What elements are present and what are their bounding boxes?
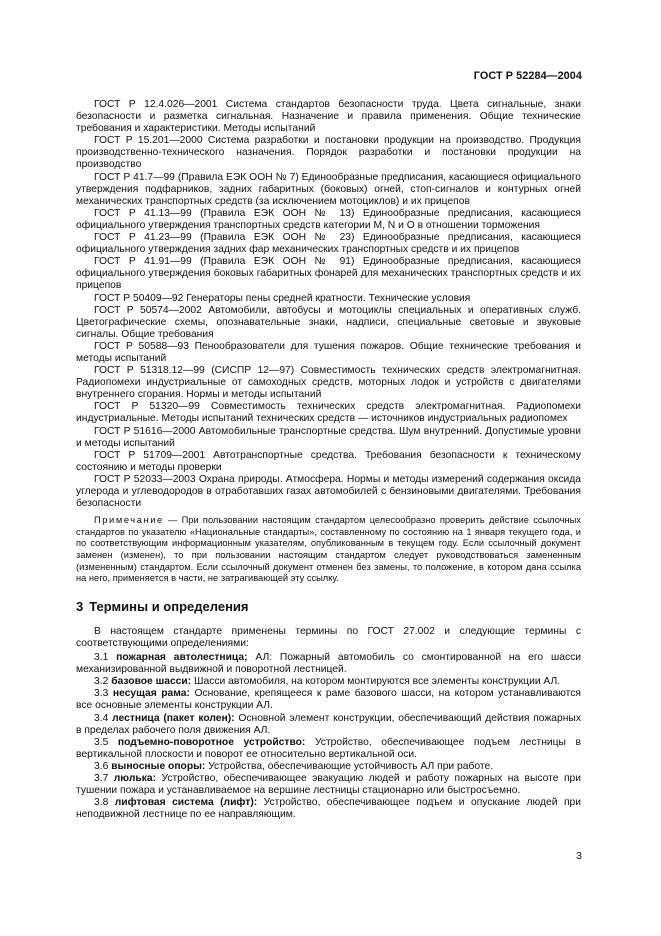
ref-paragraph: ГОСТ Р 12.4.026—2001 Система стандартов безопасности труда. Цвета сигнальные, знаки безопасности и разметка сигнальная. Назначение и правила применения. Общие технические требования и характеристики. Методы испытаний	[76, 99, 581, 135]
term-definition	[76, 676, 581, 688]
page-number: 3	[576, 850, 582, 862]
term-definition	[76, 713, 581, 737]
term-number: 3.8	[94, 797, 109, 809]
section-number: 3	[76, 598, 84, 614]
ref-paragraph: ГОСТ Р 51318.12—99 (СИСПР 12—97) Совместимость технических средств электромагнитная. Радиопомехи индустриальные от самоходных средств, моторных лодок и устройств с двигателями внутреннего сгорания. Нормы и методы испытаний	[76, 365, 581, 401]
ref-paragraph: ГОСТ Р 51320—99 Совместимость технических средств электромагнитная. Радиопомехи индустриальные. Методы испытаний технических средств — источников индустриальных радиопомех	[76, 401, 581, 425]
ref-paragraph: ГОСТ Р 52033—2003 Охрана природы. Атмосфера. Нормы и методы измерений содержания оксида углерода и углеводородов в отработавших газах автомобилей с бензиновыми двигателями. Требования безопасности	[76, 473, 581, 510]
ref-paragraph: ГОСТ Р 50588—93 Пенообразователи для тушения пожаров. Общие технические требования и методы испытаний	[76, 340, 581, 364]
term-text: АЛ: Пожарный автомобиль со смонтированной на его шасси механизированной выдвижной и поворотной лестницей.	[76, 652, 581, 676]
term-name: выносные опоры:	[111, 760, 206, 772]
term-number: 3.6	[94, 760, 109, 772]
term-text: Устройство, обеспечивающее эвакуацию людей и работу пожарных на высоте при тушении пожара и устанавливаемое на вершине лестницы стационарно или быстросъемно.	[76, 772, 581, 797]
term-name: лифтовая система (лифт):	[114, 797, 258, 809]
term-definition	[76, 688, 581, 712]
term-name: несущая рама:	[112, 688, 190, 700]
term-number: 3.2	[94, 676, 109, 688]
doc-header-id: ГОСТ Р 52284—2004	[473, 70, 582, 82]
note-label: Примечание	[94, 515, 164, 526]
ref-paragraph: ГОСТ Р 41.23—99 (Правила ЕЭК ООН № 23) Единообразные предписания, касающиеся официального утверждения задних фар механических транспортных средств и их прицепов	[76, 232, 581, 256]
term-definition	[76, 737, 581, 761]
note-paragraph	[76, 515, 581, 585]
ref-paragraph: ГОСТ Р 41.91—99 (Правила ЕЭК ООН № 91) Единообразные предписания, касающиеся официального утверждения боковых габаритных фонарей для механических транспортных средств и их прицепов	[76, 256, 581, 292]
term-number: 3.5	[94, 736, 109, 748]
term-text: Устройство, обеспечивающее подъем лестницы в вертикальной плоскости и поворот ее относительно вертикальной оси.	[76, 736, 581, 760]
term-text: Основной элемент конструкции, обеспечивающий действия пожарных в пределах рабочего поля движения АЛ.	[76, 712, 581, 736]
term-definition	[76, 652, 581, 676]
ref-paragraph: ГОСТ Р 41.13—99 (Правила ЕЭК ООН № 13) Единообразные предписания, касающиеся официального утверждения транспортных средств категории М, N и О в отношении торможения	[76, 207, 581, 231]
ref-paragraph: ГОСТ Р 51709—2001 Автотранспортные средства. Требования безопасности к техническому состоянию и методы проверки	[76, 449, 581, 473]
ref-paragraph: ГОСТ Р 50574—2002 Автомобили, автобусы и мотоциклы специальных и оперативных служб. Цветографические схемы, опознавательные знаки, надписи, специальные световые и звуковые сигналы. Общие требования	[76, 304, 581, 340]
note-text: — При пользовании настоящим стандартом целесообразно проверить действие ссылочных стандартов по указателю «Национальные стандарты», составленному по состоянию на 1 января текущего года, и по соответствующим информационным указателям, опубликованным в текущем году. Если ссылочный документ заменен (изменен), то при пользовании настоящим стандартом следует руководствоваться замененным (измененным) стандартом. Если ссылочный документ отменен без замены, то положение, в котором дана ссылка на него, применяется в части, не затрагивающей эту ссылку.	[76, 515, 581, 584]
term-name: базовое шасси:	[111, 676, 192, 688]
term-number: 3.7	[94, 772, 109, 784]
term-name: лестница (пакет колен):	[112, 712, 235, 724]
term-name: подъемно-поворотное устройство:	[117, 736, 306, 748]
term-definition	[76, 773, 581, 797]
term-number: 3.1	[94, 652, 109, 664]
term-number: 3.3	[94, 688, 109, 700]
document-body	[76, 99, 581, 821]
section-heading	[76, 598, 581, 614]
ref-paragraph: ГОСТ Р 15.201—2000 Система разработки и постановки продукции на производство. Продукция производственно-технического назначения. Порядок разработки и постановки продукции на производство	[76, 135, 581, 171]
section-title: Термины и определения	[89, 598, 249, 614]
term-definition	[76, 797, 581, 821]
term-text: Основание, крепящееся к раме базового шасси, на котором устанавливаются все основные элементы конструкции АЛ.	[76, 688, 581, 712]
term-text: Устройства, обеспечивающие устойчивость АЛ при работе.	[205, 760, 494, 772]
ref-paragraph: ГОСТ Р 50409—92 Генераторы пены средней кратности. Технические условия	[94, 292, 471, 304]
section-intro: В настоящем стандарте применены термины по ГОСТ 27.002 и следующие термины с соответствующими определениями:	[76, 625, 581, 649]
ref-paragraph: ГОСТ Р 41.7—99 (Правила ЕЭК ООН № 7) Единообразные предписания, касающиеся официального утверждения подфарников, задних габаритных (боковых) огней, стоп-сигналов и контурных огней механических транспортных средств (за исключением мотоциклов) и их прицепов	[76, 171, 581, 207]
term-text: Устройство, обеспечивающее подъем и опускание людей при неподвижной лестнице по ее направляющим.	[76, 797, 581, 821]
term-text: Шасси автомобиля, на котором монтируются все элементы конструкции АЛ.	[191, 676, 561, 688]
ref-paragraph: ГОСТ Р 51616—2000 Автомобильные транспортные средства. Шум внутренний. Допустимые уровни и методы испытаний	[76, 425, 581, 449]
term-definition	[76, 761, 581, 773]
term-name: люлька:	[113, 772, 157, 784]
term-number: 3.4	[94, 712, 109, 724]
term-name: пожарная автолестница;	[116, 652, 248, 664]
